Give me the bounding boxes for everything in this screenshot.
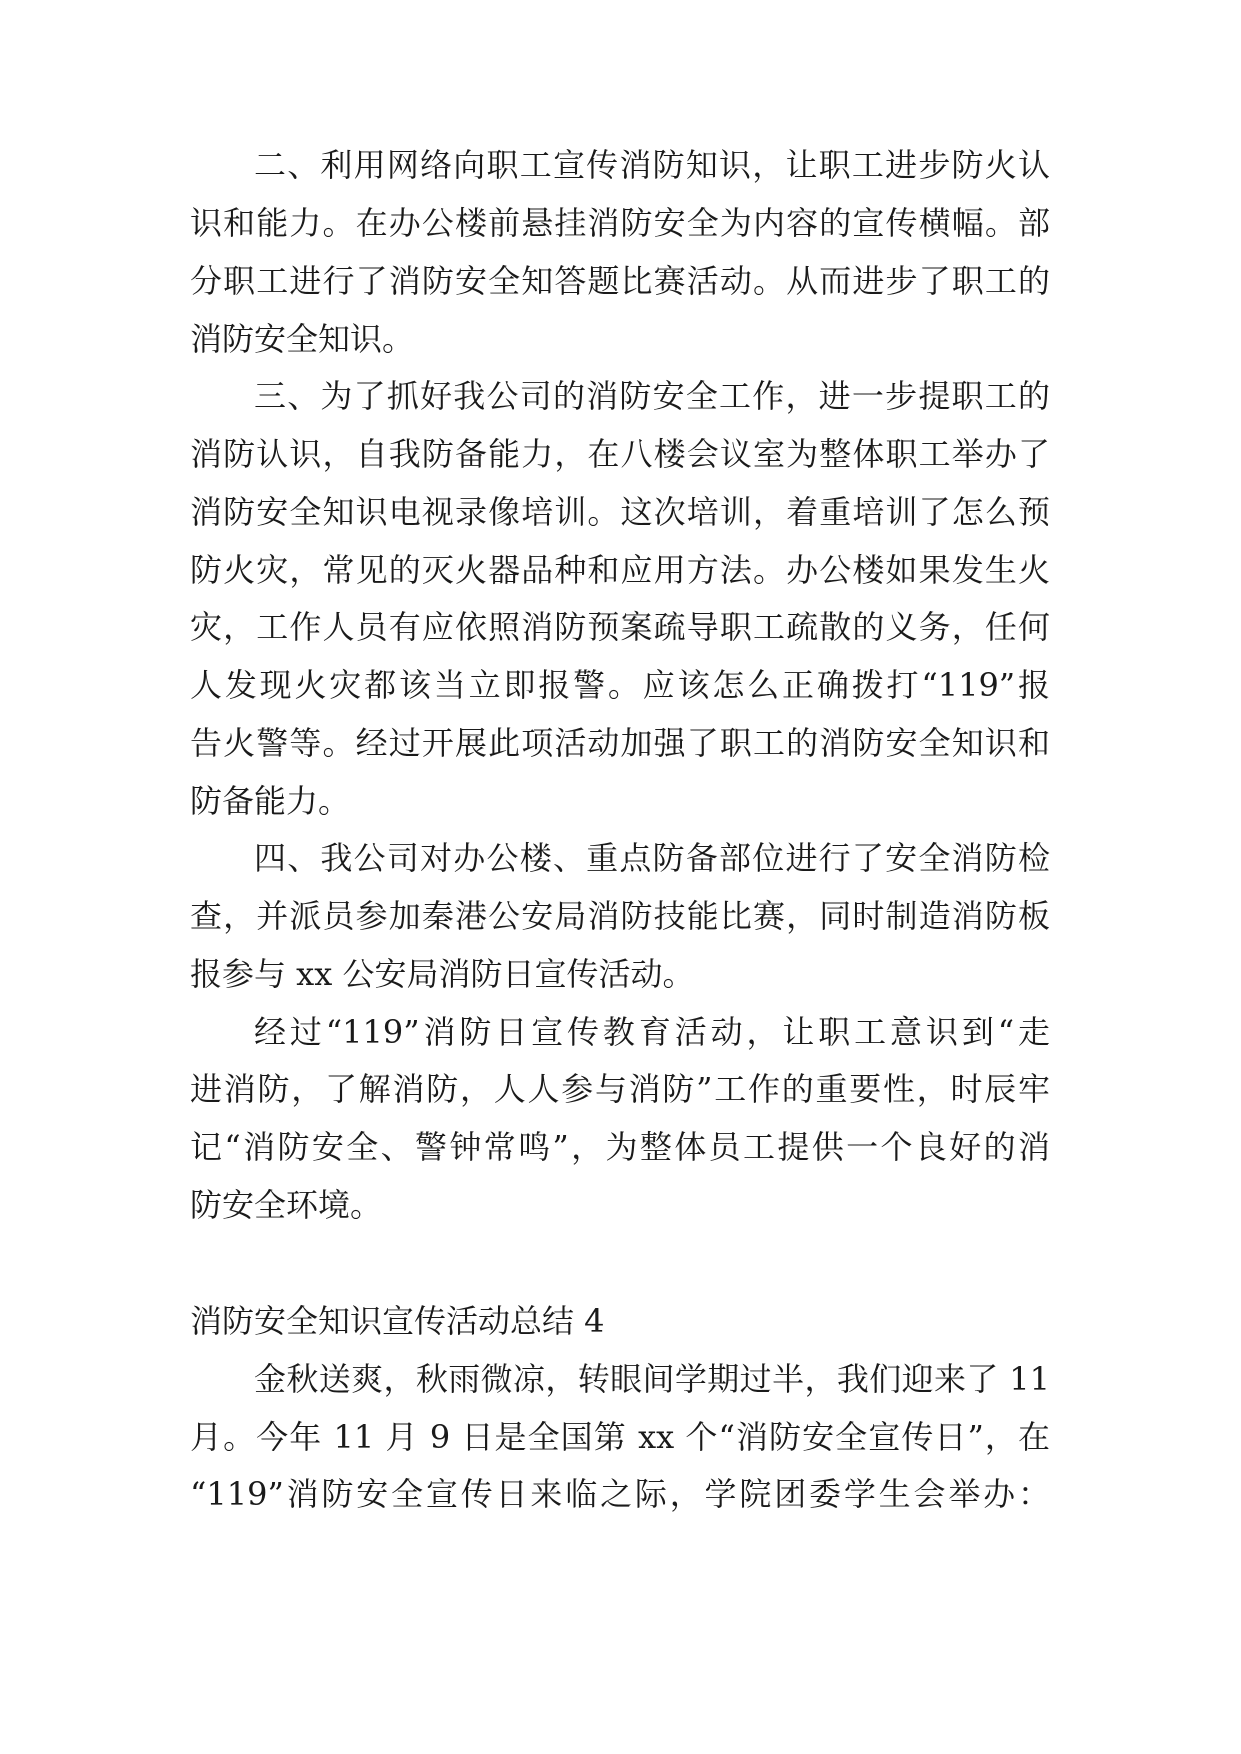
paragraph-3-line-4: 防火灾，常见的灭火器品种和应用方法。办公楼如果发生火 — [190, 551, 1050, 589]
section-heading: 消防安全知识宣传活动总结 4 — [190, 1302, 605, 1340]
paragraph-3-line-1: 三、为了抓好我公司的消防安全工作，进一步提职工的 — [254, 377, 1050, 415]
paragraph-2-line-2: 识和能力。在办公楼前悬挂消防安全为内容的宣传横幅。部 — [190, 204, 1050, 242]
paragraph-5-line-2: 进消防，了解消防，人人参与消防”工作的重要性，时辰牢 — [190, 1070, 1050, 1108]
paragraph-5-line-4: 防安全环境。 — [190, 1186, 383, 1224]
paragraph-6-line-2: 月。今年 11 月 9 日是全国第 xx 个“消防安全宣传日”，在 — [190, 1418, 1050, 1456]
paragraph-3-line-7: 告火警等。经过开展此项活动加强了职工的消防安全知识和 — [190, 724, 1050, 762]
paragraph-4-line-3: 报参与 xx 公安局消防日宣传活动。 — [190, 955, 695, 993]
paragraph-3-line-8: 防备能力。 — [190, 782, 351, 820]
paragraph-5-line-3: 记“消防安全、警钟常鸣”，为整体员工提供一个良好的消 — [190, 1128, 1050, 1166]
paragraph-3-line-3: 消防安全知识电视录像培训。这次培训，着重培训了怎么预 — [190, 493, 1050, 531]
paragraph-2-line-4: 消防安全知识。 — [190, 320, 415, 358]
paragraph-3-line-5: 灾，工作人员有应依照消防预案疏导职工疏散的义务，任何 — [190, 608, 1050, 646]
paragraph-3-line-2: 消防认识，自我防备能力，在八楼会议室为整体职工举办了 — [190, 435, 1050, 473]
paragraph-5-line-1: 经过“119”消防日宣传教育活动，让职工意识到“走 — [254, 1013, 1050, 1051]
paragraph-6-line-3: “119”消防安全宣传日来临之际，学院团委学生会举办： — [190, 1475, 1050, 1513]
paragraph-4-line-1: 四、我公司对办公楼、重点防备部位进行了安全消防检 — [254, 839, 1050, 877]
paragraph-4-line-2: 查，并派员参加秦港公安局消防技能比赛，同时制造消防板 — [190, 897, 1050, 935]
paragraph-2-line-1: 二、利用网络向职工宣传消防知识，让职工进步防火认 — [254, 146, 1050, 184]
paragraph-2-line-3: 分职工进行了消防安全知答题比赛活动。从而进步了职工的 — [190, 262, 1050, 300]
paragraph-3-line-6: 人发现火灾都该当立即报警。应该怎么正确拨打“119”报 — [190, 666, 1050, 704]
paragraph-6-line-1: 金秋送爽，秋雨微凉，转眼间学期过半，我们迎来了 11 — [254, 1360, 1050, 1398]
